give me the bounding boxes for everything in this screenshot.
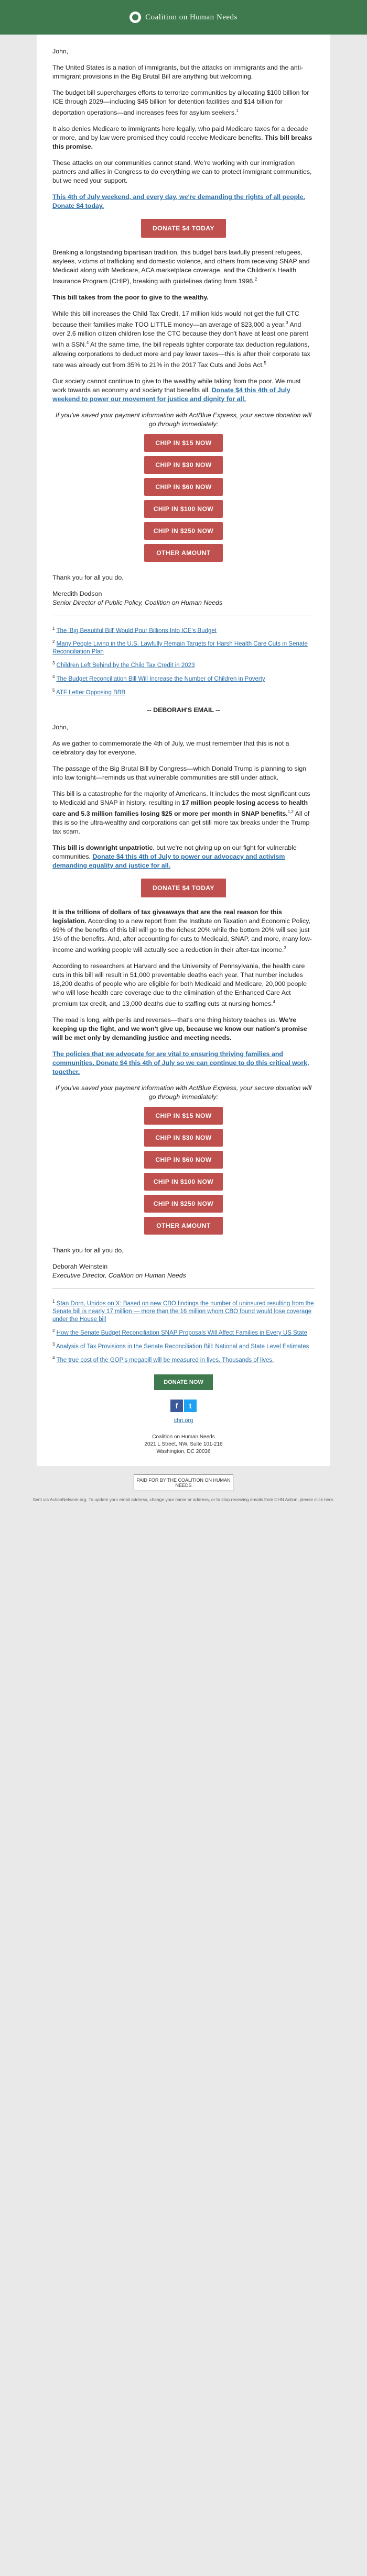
actblue-note: If you've saved your payment information with ActBlue Express, your secure donation will go through immediately: [55,411,312,428]
signature [52,590,315,607]
address-city: Washington, DC 20036 [156,1449,211,1455]
donate-4-button[interactable]: DONATE $4 TODAY [141,879,226,897]
footnote: $^3$ Analysis of Tax Provisions in the Senate Reconciliation Bill: National and State Level Estimates [52,1341,309,1350]
chip-in-250-button[interactable]: CHIP IN $250 NOW [144,1195,223,1213]
org-name: Coalition on Human Needs [145,13,238,21]
paragraph: Breaking a longstanding bipartisan tradition, this budget bars lawfully present refugees, asylees, victims of trafficking and domestic violence, and others from receiving SNAP and Medicaid along with Medicare, ACA marketplace coverage, and the Children's Health Insurance Program (CHIP), breaking with guidelines dating from 1996.$^2$ [52,249,310,285]
email-header [0,0,367,35]
paragraph [52,1050,315,1076]
paragraph: The United States is a nation of immigrants, but the attacks on immigrants and the anti-immigrant provisions in the Big Brutal Bill are anything but welcoming. [52,64,303,80]
footnote: $^4$ The true cost of the GOP's megabill will be measured in lives. Thousands of lives. [52,1355,274,1363]
chip-in-15-button[interactable]: CHIP IN $15 NOW [144,1107,223,1125]
chip-in-30-button[interactable]: CHIP IN $30 NOW [144,456,223,474]
other-amount-button[interactable]: OTHER AMOUNT [144,544,223,562]
social-links [52,1400,315,1412]
signature [52,1262,315,1280]
chip-in-15-button[interactable]: CHIP IN $15 NOW [144,434,223,452]
footnote-link[interactable]: Analysis of Tax Provisions in the Senate Reconciliation Bill: National and State Level Estimates [56,1343,309,1350]
footnote: $^2$ Many People Living in the U.S. Lawfully Remain Targets for Harsh Health Care Cuts in Senate Reconciliation Plan [52,639,308,656]
chip-in-100-button[interactable]: CHIP IN $100 NOW [144,1173,223,1191]
paragraph: This bill is downright unpatriotic, but we're not giving up on our fight for vulnerable communities. Donate $4 this 4th of July to power our advocacy and activism demanding equality and justice for all. [52,843,297,869]
footnote: $^5$ ATF Letter Opposing BBB [52,687,126,696]
chip-in-250-button[interactable]: CHIP IN $250 NOW [144,522,223,540]
footnote-link[interactable]: ATF Letter Opposing BBB [56,689,126,696]
signer-name: Meredith Dodson [52,590,102,597]
footnote-link[interactable]: How the Senate Budget Reconciliation SNAP Proposals Will Affect Families in Every US State [56,1329,307,1336]
org-logo[interactable] [129,12,238,23]
paragraph: It also denies Medicare to immigrants here legally, who paid Medicare taxes for a decade or more, and by law were promised they could receive Medicare benefits. This bill breaks this promise. [52,125,312,151]
footnote-link[interactable]: Many People Living in the U.S. Lawfully Remain Targets for Harsh Health Care Cuts in Senate Reconciliation Plan [52,641,308,656]
paragraph: It is the trillions of dollars of tax giveaways that are the real reason for this legislation. According to a new report from the Institute on Taxation and Economic Policy, 69% of the benefits of this bill will go to the richest 20% while the bottom 20% will see just 1% of the benefits. And, after accounting for cuts to Medicaid, SNAP, and more, many low-income and working people will actually see a reduction in their after-tax income.$^3$ [52,908,312,954]
chip-in-100-button[interactable]: CHIP IN $100 NOW [144,500,223,518]
greeting: John, [52,723,69,731]
footnote-link[interactable]: Children Left Behind by the Child Tax Credit in 2023 [56,662,195,669]
chip-in-60-button[interactable]: CHIP IN $60 NOW [144,1151,223,1169]
donate-link[interactable]: Donate $4 this 4th of July weekend to power our movement for justice and dignity for all. [52,386,290,403]
unsubscribe-note[interactable]: Sent via ActionNetwork.org. To update your email address, change your name or address, or to stop receiving emails from CHN Action, please click here. [33,1497,334,1503]
actblue-note: If you've saved your payment information with ActBlue Express, your secure donation will go through immediately: [55,1084,312,1101]
other-amount-button[interactable]: OTHER AMOUNT [144,1217,223,1235]
paragraph: Our society cannot continue to give to the wealthy while taking from the poor. We must work towards an economy and society that benefits all. Donate $4 this 4th of July weekend to power our movement for justice and dignity for all. [52,377,301,403]
footnote: $^1$ The 'Big Beautiful Bill' Would Pour Billions Into ICE's Budget [52,626,217,634]
footnote: $^2$ How the Senate Budget Reconciliation SNAP Proposals Will Affect Families in Every US State [52,1328,307,1336]
chip-in-30-button[interactable]: CHIP IN $30 NOW [144,1129,223,1147]
footnote-link[interactable]: Stan Dorn, Unidos on X: Based on new CBO findings the number of uninsured resulting from the Senate bill is nearly 17 million — more than the 16 million whom CBO found would lose coverage under the House bill [52,1300,314,1323]
signer-title: Senior Director of Public Policy, Coalition on Human Needs [52,598,223,606]
paragraph: While this bill increases the Child Tax Credit, 17 million kids would not get the full CTC because their families make TOO LITTLE money—an average of $23,000 a year.$^3$ And over 2.6 million citizen children lose the CTC because they don't have at least one parent with a SSN.$^4$ At the same time, the bill repeals tighter corporate tax deduction regulations, allowing corporations to deduct more and pay lower taxes—this is after their corporate tax rate was already cut from 35% to 21% in the 2017 Tax Cuts and Jobs Act.$^5$ [52,310,310,369]
greeting: John, [52,48,69,55]
paid-for-disclaimer: PAID FOR BY THE COALITION ON HUMAN NEEDS [134,1474,233,1491]
address-org: Coalition on Human Needs [152,1434,215,1440]
paragraph: These attacks on our communities cannot stand. We're working with our immigration partners and allies in Congress to do everything we can to protect immigrant communities, but we need your support. [52,159,312,185]
website-link[interactable]: chn.org [174,1417,193,1424]
footnote-link[interactable]: The true cost of the GOP's megabill will be measured in lives. Thousands of lives. [56,1357,274,1363]
twitter-icon[interactable]: t [184,1400,197,1412]
paragraph: The road is long, with perils and reverses—that's one thing history teaches us. We're keeping up the fight, and we won't give up, because we know our nation's promise will be met only by demanding justice and meeting needs. [52,1016,307,1042]
signer-name: Deborah Weinstein [52,1263,108,1271]
chip-in-60-button[interactable]: CHIP IN $60 NOW [144,478,223,496]
signoff: Thank you for all you do, [52,573,124,581]
facebook-icon[interactable]: f [170,1400,183,1412]
footnote-link[interactable]: The Budget Reconciliation Bill Will Increase the Number of Children in Poverty [56,675,265,682]
paragraph: This bill takes from the poor to give to the wealthy. [52,294,209,302]
donate-link[interactable]: This 4th of July weekend, and every day, we're demanding the rights of all people. Donate $4 today. [52,193,305,210]
paragraph: The budget bill supercharges efforts to terrorize communities by allocating $100 billion for ICE through 2029—including $45 billion for detention facilities and $14 billion for deportation operations—and increases fees for asylum seekers.$^1$ [52,89,309,117]
footnote: $^1$ Stan Dorn, Unidos on X: Based on new CBO findings the number of uninsured resulting from the Senate bill is nearly 17 million — more than the 16 million whom CBO found would lose coverage under the House bill [52,1299,314,1323]
paragraph: This bill is a catastrophe for the majority of Americans. It includes the most significant cuts to Medicaid and SNAP in history, resulting in 17 million people losing access to health care and 5.3 million families losing $25 or more per month in SNAP benefits.$^{1,2}$ All of this is so the ultra-wealthy and corporations can get still more tax breaks under the Trump tax scam. [52,790,310,835]
signoff: Thank you for all you do, [52,1247,124,1254]
section-divider: -- DEBORAH'S EMAIL -- [147,706,220,714]
paragraph: The passage of the Big Brutal Bill by Congress—which Donald Trump is planning to sign into law tonight—reminds us that vulnerable communities are still under attack. [52,764,307,781]
org-logo-icon [129,12,141,23]
footnote: $^3$ Children Left Behind by the Child Tax Credit in 2023 [52,661,195,669]
address-street: 2021 L Street, NW, Suite 101-216 [144,1441,223,1448]
footnote-link[interactable]: The 'Big Beautiful Bill' Would Pour Billions Into ICE's Budget [56,627,217,634]
signer-title: Executive Director, Coalition on Human Needs [52,1272,186,1280]
donate-now-button[interactable]: DONATE NOW [154,1374,213,1390]
paragraph: As we gather to commemorate the 4th of July, we must remember that this is not a celebratory day for everyone. [52,739,289,756]
paragraph: According to researchers at Harvard and the University of Pennsylvania, the health care cuts in this bill will result in 51,000 preventable deaths each year. That number includes 18,200 deaths of people who are eligible for both Medicaid and Medicare, 20,000 people who will lose health care coverage due to the elimination of the Enhanced Care Act premium tax credit, and 13,000 deaths due to staffing cuts at nursing homes.$^4$ [52,962,307,1008]
footnote: $^4$ The Budget Reconciliation Bill Will Increase the Number of Children in Poverty [52,674,265,682]
email-body [37,35,330,1466]
donate-4-button[interactable]: DONATE $4 TODAY [141,219,226,238]
paragraph [52,193,315,210]
donate-link[interactable]: The policies that we advocate for are vital to ensuring thriving families and communities. Donate $4 this 4th of July so we can continue to do this critical work, together. [52,1050,309,1076]
donate-link[interactable]: Donate $4 this 4th of July to power our advocacy and activism demanding equality and justice for all. [52,852,285,869]
